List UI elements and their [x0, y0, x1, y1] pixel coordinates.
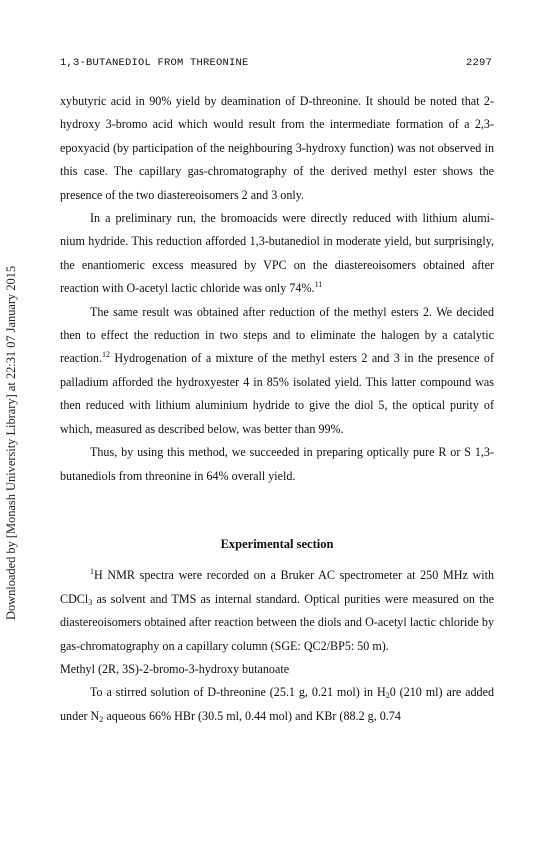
- procedure-title: Methyl (2R, 3S)-2-bromo-3-hydroxy butanoate: [60, 661, 290, 676]
- paragraph-text: as solvent and TMS as internal standard. Optical purities were measured on the diastereoisomers obtained after reaction between the diols and O-acetyl lactic chloride by gas-chromatography on a capillary column (SGE: QC2/BP5: 50 m).: [60, 591, 494, 653]
- paragraph-preliminary-run: [60, 207, 494, 301]
- paragraph-text: In a preliminary run, the bromoacids were directly reduced with lithium alumi-nium hydride. This reduction afforded 1,3-butanediol in moderate yield, but surprisingly, the enantiomeric excess measured by VPC on the diastereoisomers obtained after reaction with O-acetyl lactic chloride was only 74%.: [60, 211, 494, 296]
- paragraph-conclusion: Thus, by using this method, we succeeded in preparing optically pure R or S 1,3-butanediols from threonine in 64% overall yield.: [60, 445, 494, 483]
- paragraph-text: H NMR spectra were recorded on a Bruker AC spectrometer at 250 MHz with CDCl: [60, 568, 494, 606]
- paragraph-procedure: [60, 681, 494, 728]
- subscript-3: 3: [88, 597, 93, 607]
- reference-11: 11: [314, 280, 323, 290]
- paragraph-text: 0 (210 ml) are added under N: [60, 685, 494, 723]
- paragraph-text: The same result was obtained after reduction of the methyl esters 2. We decided then to effect the reduction in two steps and to eliminate the halogen by a catalytic reaction.: [60, 304, 494, 366]
- paragraph-two-step-reduction: [60, 301, 494, 441]
- download-watermark: Downloaded by [Monash University Library] at 22:31 07 January 2015: [4, 265, 18, 620]
- paragraph-text: Hydrogenation of a mixture of the methyl esters 2 and 3 in the presence of palladium afforded the hydroxyester 4 in 85% isolated yield. This latter compound was then reduced with lithium aluminium hydride to give the diol 5, the optical purity of which, measured as described below, was better than 99%.: [60, 351, 494, 436]
- article-body: [60, 90, 494, 728]
- paragraph-text: aqueous 66% HBr (30.5 ml, 0.44 mol) and KBr (88.2 g, 0.74: [103, 708, 401, 723]
- running-title: 1,3-BUTANEDIOL FROM THREONINE: [60, 57, 249, 69]
- experimental-section-title: Experimental section: [220, 536, 334, 551]
- reference-12: 12: [101, 350, 110, 360]
- subscript-2: 2: [385, 691, 390, 701]
- paragraph-deamination: xybutyric acid in 90% yield by deamination of D-threonine. It should be noted that 2-hydroxy 3-bromo acid which would result from the intermediate formation of a 2,3-epoxyacid (by participation of the neighbouring 3-hydroxy function) was not observed in this case. The capillary gas-chromatography of the derived methyl ester shows the presence of the two diastereoisomers 2 and 3 only.: [60, 94, 494, 202]
- paragraph-text: To a stirred solution of D-threonine (25.1 g, 0.21 mol) in H: [90, 685, 386, 700]
- subscript-2: 2: [99, 714, 104, 724]
- page-number: 2297: [465, 57, 492, 69]
- superscript-1: 1: [90, 567, 94, 577]
- paragraph-nmr-methods: [60, 564, 494, 658]
